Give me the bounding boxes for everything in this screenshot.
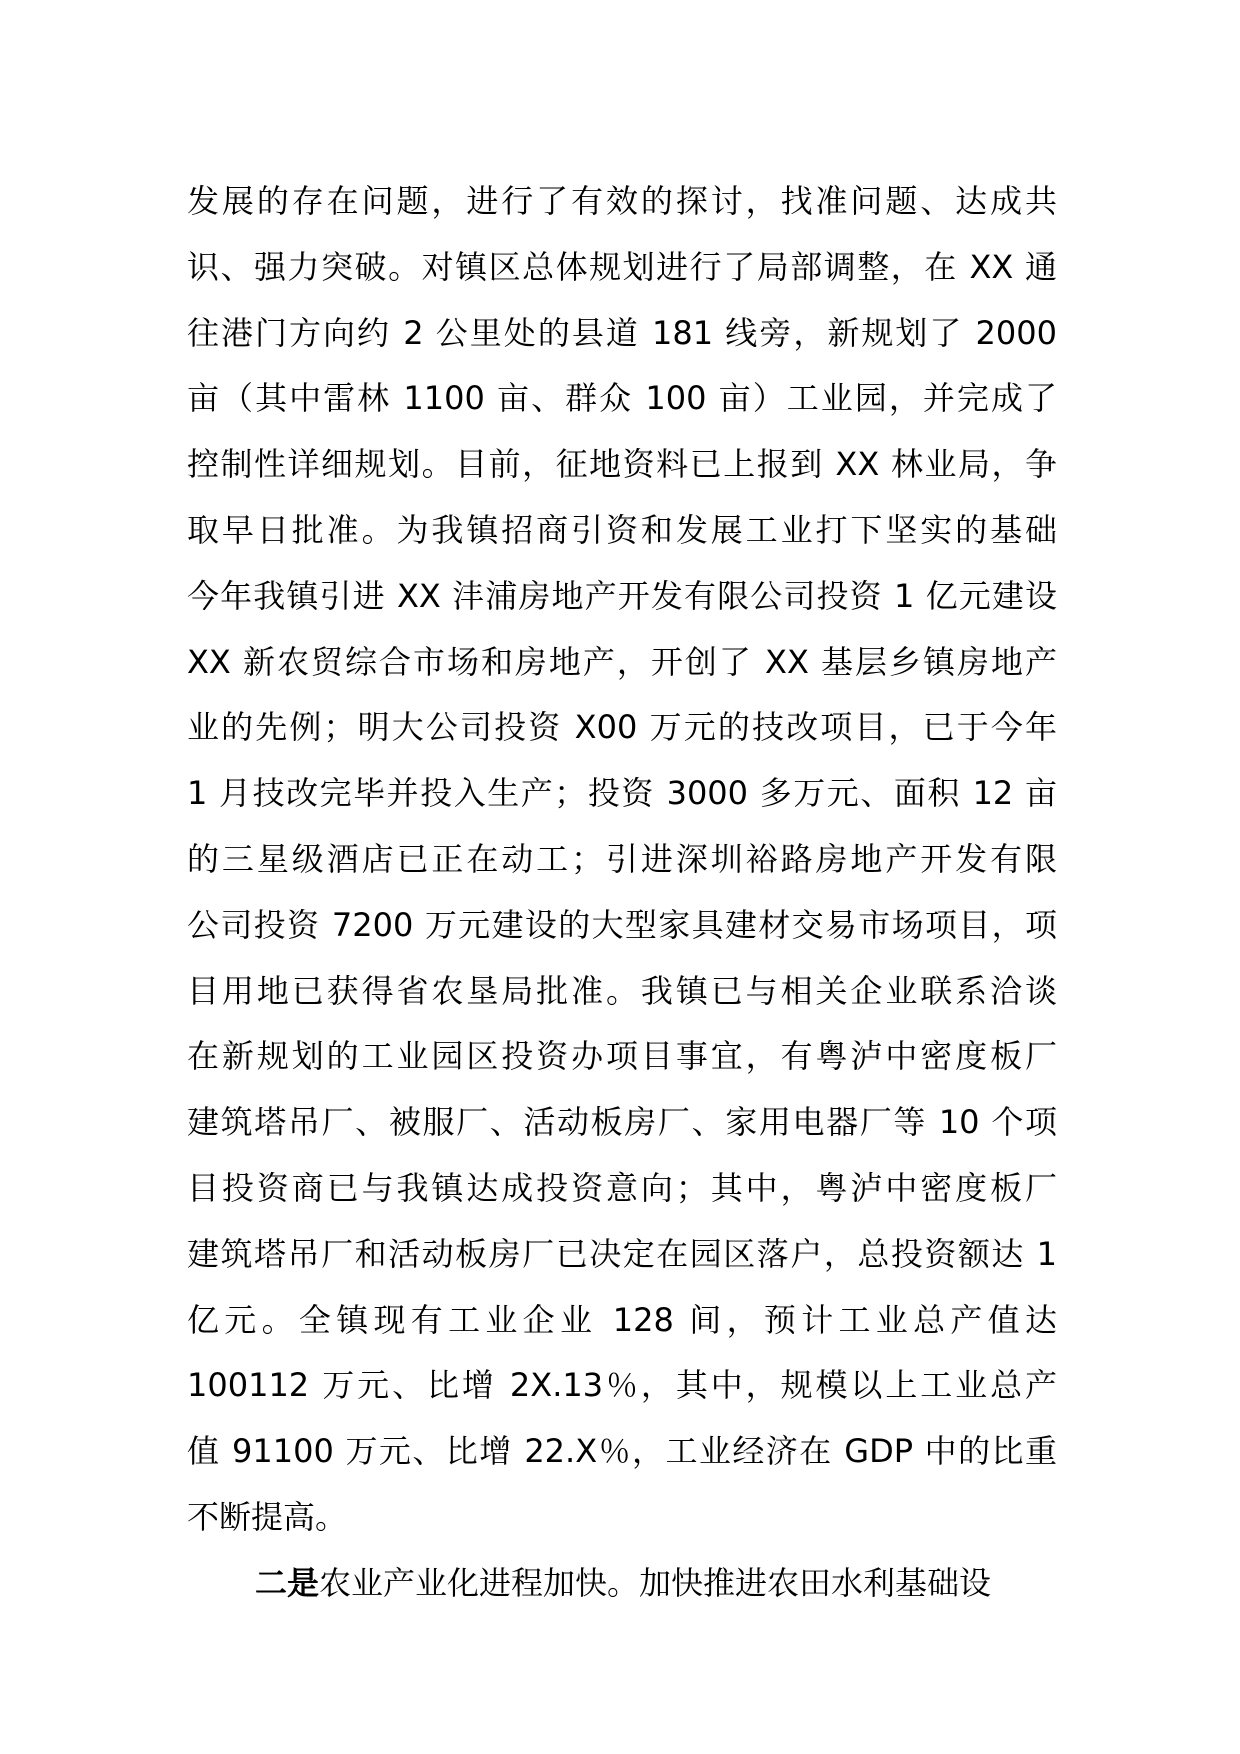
text-line: 识、强力突破。对镇区总体规划进行了局部调整，在 XX 通 bbox=[187, 247, 1057, 286]
text-line: 往港门方向约 2 公里处的县道 181 线旁，新规划了 2000 bbox=[187, 313, 1057, 352]
text-line: 亿元。全镇现有工业企业 128 间，预计工业总产值达 bbox=[187, 1300, 1057, 1339]
text-line: XX 新农贸综合市场和房地产，开创了 XX 基层乡镇房地产 bbox=[187, 642, 1057, 681]
text-line: 目用地已获得省农垦局批准。我镇已与相关企业联系洽谈 bbox=[187, 971, 1057, 1010]
text-line: 的三星级酒店已正在动工；引进深圳裕路房地产开发有限 bbox=[187, 839, 1057, 878]
text-line: 发展的存在问题，进行了有效的探讨，找准问题、达成共 bbox=[187, 182, 1057, 220]
text-line: 100112 万元、比增 2X.13％，其中，规模以上工业总产 bbox=[187, 1366, 1057, 1405]
text-line: 1 月技改完毕并投入生产；投资 3000 多万元、面积 12 亩 bbox=[187, 774, 1057, 813]
paragraph-2-first-line bbox=[187, 1551, 1057, 1617]
paragraph-2-text: 农业产业化进程加快。加快推进农田水利基础设 bbox=[319, 1563, 992, 1602]
text-line: 值 91100 万元、比增 22.X％，工业经济在 GDP 中的比重 bbox=[187, 1432, 1057, 1471]
text-line: 建筑塔吊厂、被服厂、活动板房厂、家用电器厂等 10 个项 bbox=[187, 1103, 1057, 1142]
text-line: 公司投资 7200 万元建设的大型家具建材交易市场项目，项 bbox=[187, 905, 1057, 944]
paragraph-2-lead: 二是 bbox=[255, 1563, 320, 1602]
text-line: 取早日批准。为我镇招商引资和发展工业打下坚实的基础 bbox=[187, 510, 1057, 549]
text-line: 建筑塔吊厂和活动板房厂已决定在园区落户，总投资额达 1 bbox=[187, 1234, 1057, 1273]
text-line: 控制性详细规划。目前，征地资料已上报到 XX 林业局，争 bbox=[187, 445, 1057, 484]
text-line-paragraph-end: 不断提高。 bbox=[187, 1497, 348, 1536]
text-line: 今年我镇引进 XX 沣浦房地产开发有限公司投资 1 亿元建设 bbox=[187, 576, 1057, 615]
body-text bbox=[187, 169, 1057, 1617]
text-line: 目投资商已与我镇达成投资意向；其中，粤泸中密度板厂 bbox=[187, 1168, 1057, 1207]
text-line: 业的先例；明大公司投资 X00 万元的技改项目，已于今年 bbox=[187, 708, 1057, 747]
text-line: 在新规划的工业园区投资办项目事宜，有粤泸中密度板厂 bbox=[187, 1037, 1057, 1076]
text-line: 亩（其中雷林 1100 亩、群众 100 亩）工业园，并完成了 bbox=[187, 379, 1057, 418]
